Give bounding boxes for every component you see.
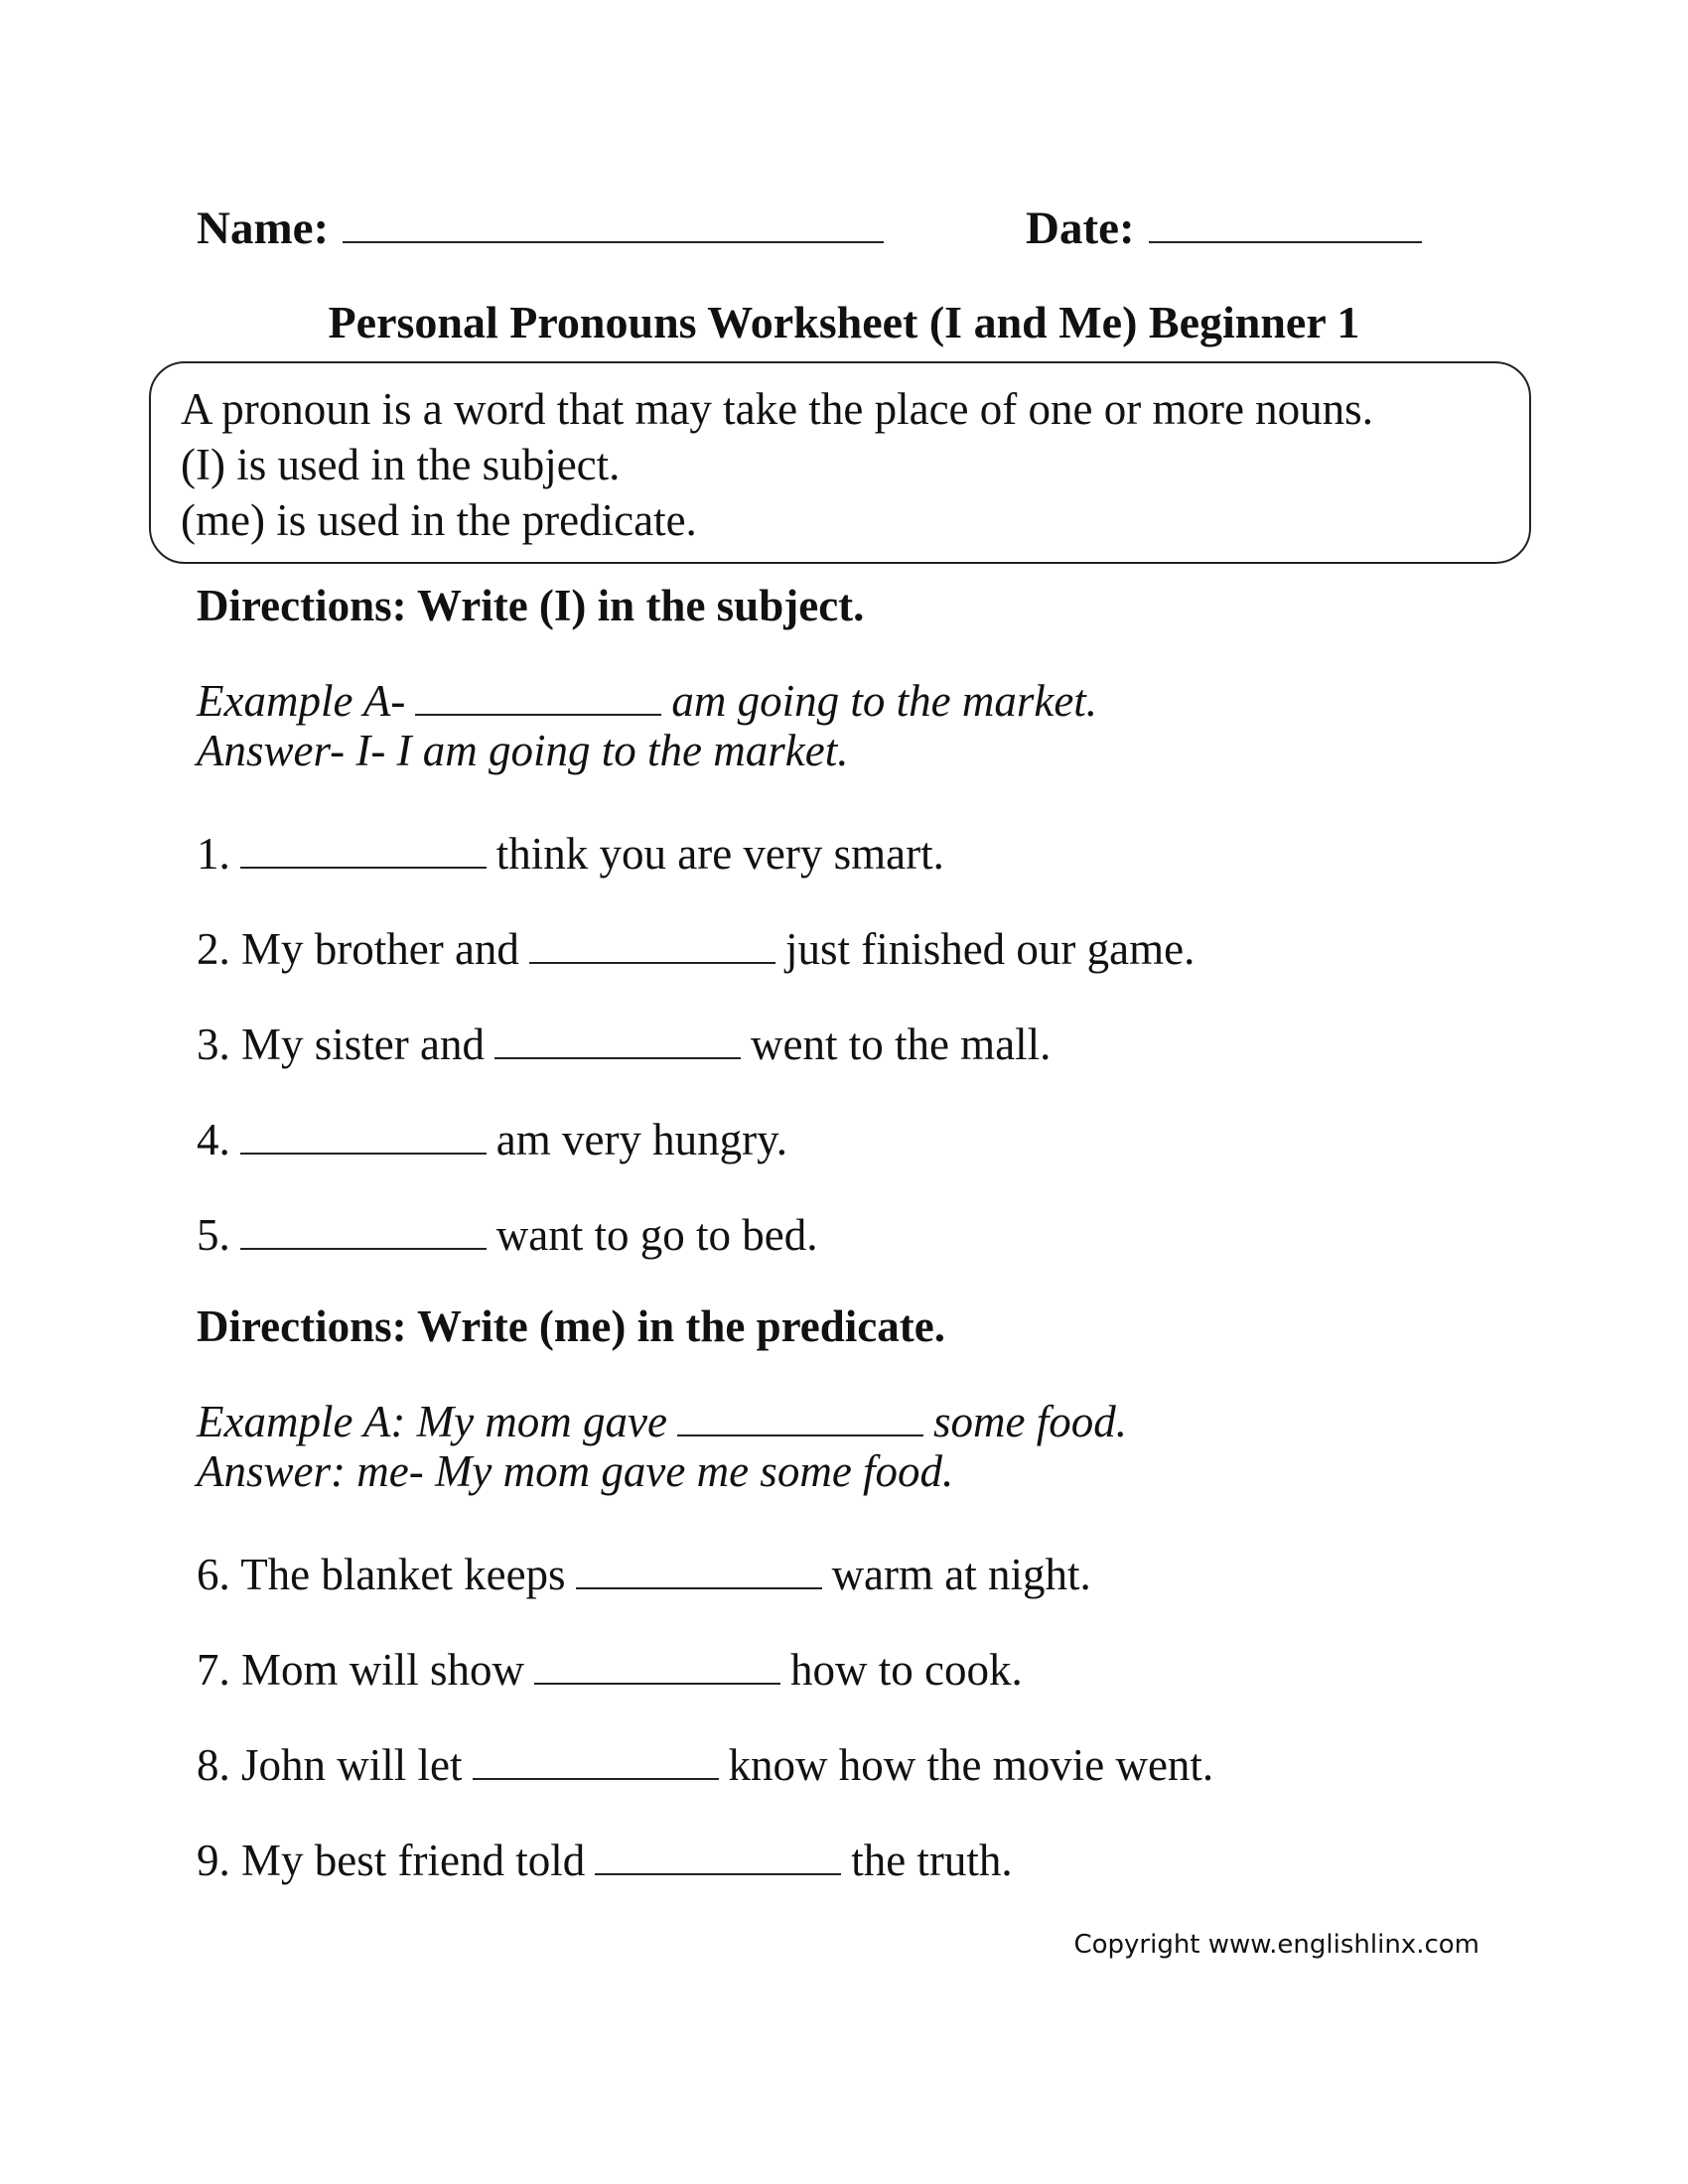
question-1 <box>197 822 944 880</box>
question-5 <box>197 1203 817 1261</box>
answer-blank-2[interactable] <box>529 917 775 964</box>
worksheet-title: Personal Pronouns Worksheet (I and Me) Beginner 1 <box>328 297 1360 347</box>
question-text-before: John will let <box>241 1740 463 1790</box>
answer-blank-5[interactable] <box>240 1203 487 1250</box>
question-text-after: how to cook. <box>790 1645 1023 1695</box>
question-text-before: My brother and <box>241 924 519 974</box>
copyright-notice: Copyright www.englishlinx.com <box>1073 1930 1479 1960</box>
name-label: Name: <box>197 203 330 254</box>
question-8 <box>197 1733 1213 1791</box>
answer-blank-7[interactable] <box>534 1638 780 1685</box>
name-blank[interactable] <box>343 195 884 243</box>
question-number: 7. <box>197 1645 230 1695</box>
section1-answer: Answer- I- I am going to the market. <box>197 726 849 775</box>
section2-directions: Directions: Write (me) in the predicate. <box>197 1301 945 1351</box>
question-number: 5. <box>197 1210 230 1260</box>
question-number: 3. <box>197 1020 230 1069</box>
definition-line-2: (I) is used in the subject. <box>181 440 621 489</box>
question-number: 1. <box>197 829 230 879</box>
answer-blank-4[interactable] <box>240 1108 487 1155</box>
answer-blank-3[interactable] <box>494 1013 741 1059</box>
definition-line-1: A pronoun is a word that may take the place of one or more nouns. <box>181 384 1373 434</box>
question-text-before: Mom will show <box>241 1645 525 1695</box>
name-field-row <box>197 195 894 255</box>
question-text-after: went to the mall. <box>750 1020 1052 1069</box>
question-text-after: know how the movie went. <box>728 1740 1214 1790</box>
question-4 <box>197 1108 787 1165</box>
section2-example <box>197 1390 1127 1447</box>
date-blank[interactable] <box>1149 195 1422 243</box>
question-text-before: My sister and <box>241 1020 485 1069</box>
question-text-after: think you are very smart. <box>495 829 944 879</box>
question-9 <box>197 1829 1013 1886</box>
answer-blank-8[interactable] <box>473 1733 719 1780</box>
section1-example-blank <box>415 669 661 716</box>
section1-example-suffix: am going to the market. <box>671 676 1098 726</box>
section2-example-prefix: Example A: My mom gave <box>197 1397 667 1446</box>
section2-example-suffix: some food. <box>933 1397 1127 1446</box>
question-text-after: just finished our game. <box>784 924 1196 974</box>
definition-line-3: (me) is used in the predicate. <box>181 495 697 545</box>
question-text-before: My best friend told <box>241 1836 586 1885</box>
question-number: 6. <box>197 1550 230 1599</box>
question-text-after: the truth. <box>851 1836 1013 1885</box>
section1-directions: Directions: Write (I) in the subject. <box>197 581 865 630</box>
answer-blank-9[interactable] <box>595 1829 841 1875</box>
question-number: 8. <box>197 1740 230 1790</box>
question-text-after: warm at night. <box>831 1550 1091 1599</box>
answer-blank-6[interactable] <box>576 1543 822 1589</box>
section2-example-blank <box>677 1390 923 1436</box>
question-7 <box>197 1638 1023 1696</box>
answer-blank-1[interactable] <box>240 822 487 869</box>
question-number: 2. <box>197 924 230 974</box>
question-number: 9. <box>197 1836 230 1885</box>
question-3 <box>197 1013 1051 1070</box>
question-6 <box>197 1543 1091 1600</box>
question-text-before: The blanket keeps <box>240 1550 566 1599</box>
date-label: Date: <box>1026 203 1135 254</box>
date-field-row <box>1026 195 1432 255</box>
question-number: 4. <box>197 1115 230 1164</box>
question-2 <box>197 917 1195 975</box>
section1-example <box>197 669 1097 727</box>
section2-answer: Answer: me- My mom gave me some food. <box>197 1446 954 1496</box>
section1-example-prefix: Example A- <box>197 676 406 726</box>
question-text-after: am very hungry. <box>495 1115 787 1164</box>
question-text-after: want to go to bed. <box>495 1210 818 1260</box>
